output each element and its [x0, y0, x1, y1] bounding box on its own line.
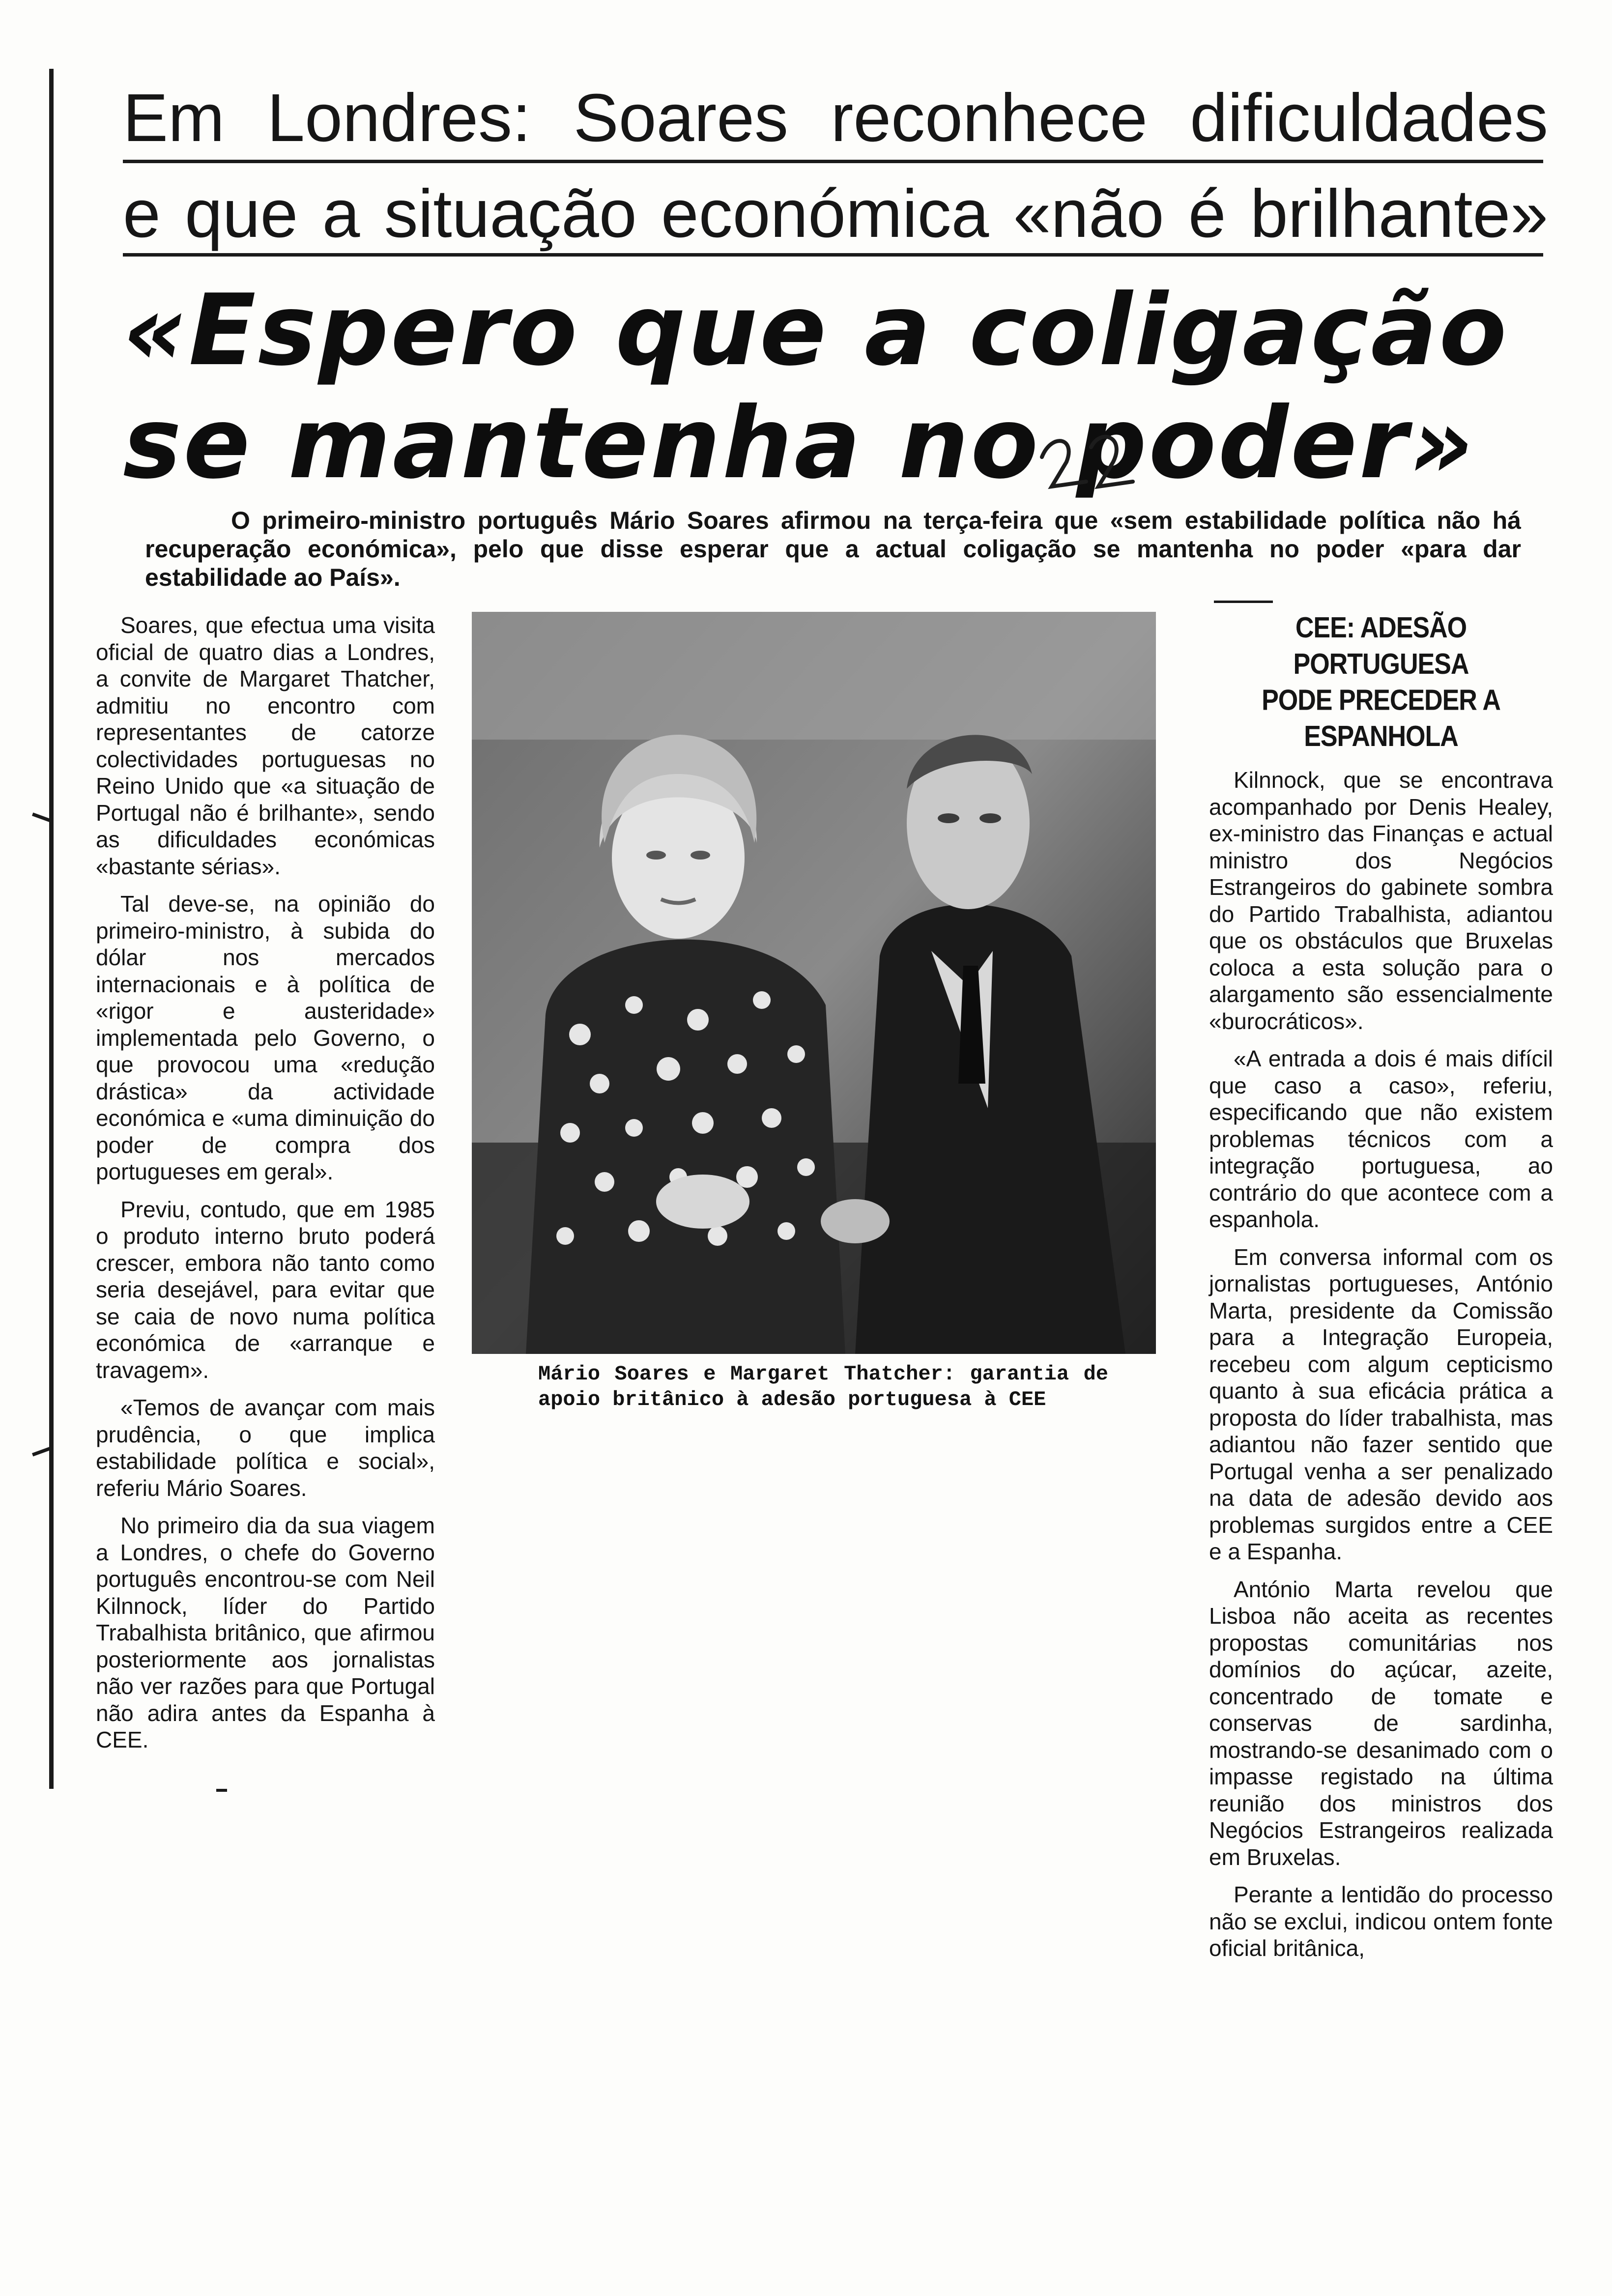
sidebar-column — [1209, 611, 1553, 1973]
left-paragraph: «Temos de avançar com mais prudência, o que implica estabilidade política e social», referiu Mário Soares. — [96, 1395, 435, 1501]
sidebar-paragraph: António Marta revelou que Lisboa não aceita as recentes propostas comunitárias nos domínios do açúcar, azeite, concentrado de tomate e conservas de sardinha, mostrando-se desanimado com o impasse registado na última reunião dos ministros dos Negócios Estrangeiros realizada em Bruxelas. — [1209, 1576, 1553, 1870]
sidebar-paragraph: Kilnnock, que se encontrava acompanhado por Denis Healey, ex-ministro das Finanças e actual ministro dos Negócios Estrangeiros do gabinete sombra do Partido Trabalhista, adiantou que os obstáculos que Bruxelas coloca a esta solução para o alargamento são essencialmente «burocráticos». — [1209, 767, 1553, 1034]
sidebar-paragraph: Perante a lentidão do processo não se exclui, indicou ontem fonte oficial britânica, — [1209, 1882, 1553, 1961]
left-margin-tick — [32, 812, 52, 822]
sidebar-paragraph: Em conversa informal com os jornalistas portugueses, António Marta, presidente da Comissão para a Integração Europeia, recebeu com algum cepticismo quanto à sua eficácia prática a proposta do líder trabalhista, mas adiantou não fazer sentido que Portugal venha a ser penalizado na data de adesão devido aos problemas surgidos entre a CEE e a Espanha. — [1209, 1244, 1553, 1564]
kicker-line-1: Em Londres: Soares reconhece dificuldades — [123, 80, 1548, 156]
left-margin-line — [49, 69, 54, 1789]
left-paragraph: Tal deve-se, na opinião do primeiro-ministro, à subida do dólar nos mercados internacionais e à política de «rigor e austeridade» implementada pelo Governo, o que provocou uma «redução drástica» da actividade económica e «uma diminuição do poder de compra dos portugueses em geral». — [96, 891, 435, 1184]
headline-line-1: «Espero que a coligação — [123, 273, 1509, 388]
kicker-underline-2 — [123, 253, 1543, 257]
kicker-underline-1 — [123, 160, 1543, 163]
kicker-line-2: e que a situação económica «não é brilhante» — [123, 176, 1548, 252]
left-column — [96, 612, 435, 1764]
lead-paragraph: O primeiro-ministro português Mário Soares afirmou na terça-feira que «sem estabilidade política não há recuperação económica», pelo que disse esperar que a actual coligação se mantenha no poder «para dar estabilidade ao País». — [145, 507, 1521, 591]
left-paragraph: Previu, contudo, que em 1985 o produto interno bruto poderá crescer, embora não tanto como seria desejável, para evitar que se caia de novo numa política económica de «arranque e travagem». — [96, 1196, 435, 1383]
sidebar-paragraph: «A entrada a dois é mais difícil que caso a caso», referiu, especificando que não existem problemas técnicos com a integração portuguesa, ao contrário do que acontece com a espanhola. — [1209, 1046, 1553, 1232]
left-paragraph: No primeiro dia da sua viagem a Londres, o chefe do Governo português encontrou-se com Neil Kilnnock, líder do Partido Trabalhista britânico, que afirmou posteriormente aos jornalistas não ver razões para que Portugal não adira antes da Espanha à CEE. — [96, 1513, 435, 1752]
sidebar-title-line-2: PODE PRECEDER A ESPANHOLA — [1262, 684, 1500, 753]
news-photo — [472, 612, 1156, 1354]
sidebar-top-rule — [1214, 601, 1273, 603]
headline-line-2: se mantenha no poder» — [123, 386, 1476, 501]
left-paragraph: Soares, que efectua uma visita oficial de quatro dias a Londres, a convite de Margaret Thatcher, admitiu no encontro com representantes de catorze colectividades portuguesas no Reino Unido que «a situação de Portugal não é brilhante», sendo as dificuldades económicas «bastante sérias». — [96, 612, 435, 879]
photo-caption: Mário Soares e Margaret Thatcher: garantia de apoio britânico à adesão portuguesa à CEE — [538, 1362, 1108, 1411]
sidebar-title — [1209, 610, 1553, 754]
sidebar-title-line-1: CEE: ADESÃO PORTUGUESA — [1293, 611, 1469, 681]
column-end-mark — [216, 1789, 227, 1792]
left-margin-tick-2 — [32, 1446, 52, 1456]
